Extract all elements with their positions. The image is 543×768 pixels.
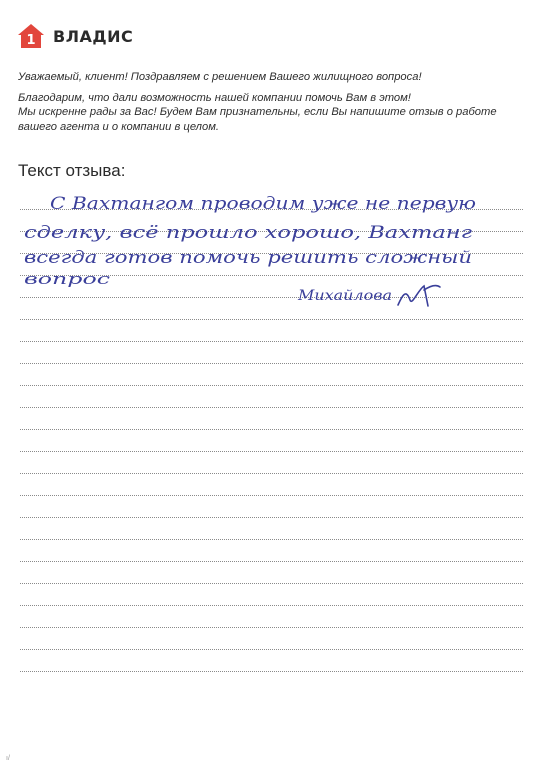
writing-line	[20, 276, 523, 298]
writing-line	[20, 342, 523, 364]
intro-text	[18, 70, 523, 134]
brand-logo	[17, 22, 133, 50]
writing-line	[20, 628, 523, 650]
greeting-text: Уважаемый, клиент! Поздравляем с решением Вашего жилищного вопроса!	[18, 71, 422, 83]
handwritten-line-2: сделку, всё прошло хорошо, Вахтанг	[24, 223, 473, 243]
writing-line	[20, 364, 523, 386]
review-heading: Текст отзыва:	[18, 161, 126, 180]
writing-line	[20, 298, 523, 320]
writing-line	[20, 232, 523, 254]
writing-line	[20, 408, 523, 430]
writing-line	[20, 320, 523, 342]
writing-line	[20, 584, 523, 606]
logo-digit: 1	[26, 33, 36, 48]
handwritten-line-4: вопрос	[24, 270, 111, 288]
scan-mark: ı/	[6, 755, 10, 762]
handwritten-line-1: С Вахтангом проводим уже не первую	[50, 194, 477, 214]
writing-line	[20, 540, 523, 562]
writing-line	[20, 650, 523, 672]
writing-line	[20, 386, 523, 408]
handwritten-line-3: всегда готов помочь решить сложный	[24, 248, 472, 268]
writing-line	[20, 188, 523, 210]
writing-line	[20, 496, 523, 518]
thanks-line-3: вашего агента и о компании в целом.	[18, 120, 219, 133]
writing-line	[20, 518, 523, 540]
house-logo-icon	[17, 22, 45, 50]
writing-line	[20, 474, 523, 496]
writing-line	[20, 562, 523, 584]
thanks-line-2: Мы искренне рады за Вас! Будем Вам признательны, если Вы напишите отзыв о работе	[18, 106, 497, 118]
writing-line	[20, 606, 523, 628]
writing-line	[20, 452, 523, 474]
writing-line	[20, 430, 523, 452]
brand-name: ВЛАДИС	[53, 26, 134, 46]
writing-line	[20, 254, 523, 276]
review-writing-lines	[20, 188, 523, 672]
writing-line	[20, 210, 523, 232]
signature-name: Михайлова	[296, 288, 392, 304]
thanks-line-1: Благодарим, что дали возможность нашей компании помочь Вам в этом!	[18, 91, 411, 104]
